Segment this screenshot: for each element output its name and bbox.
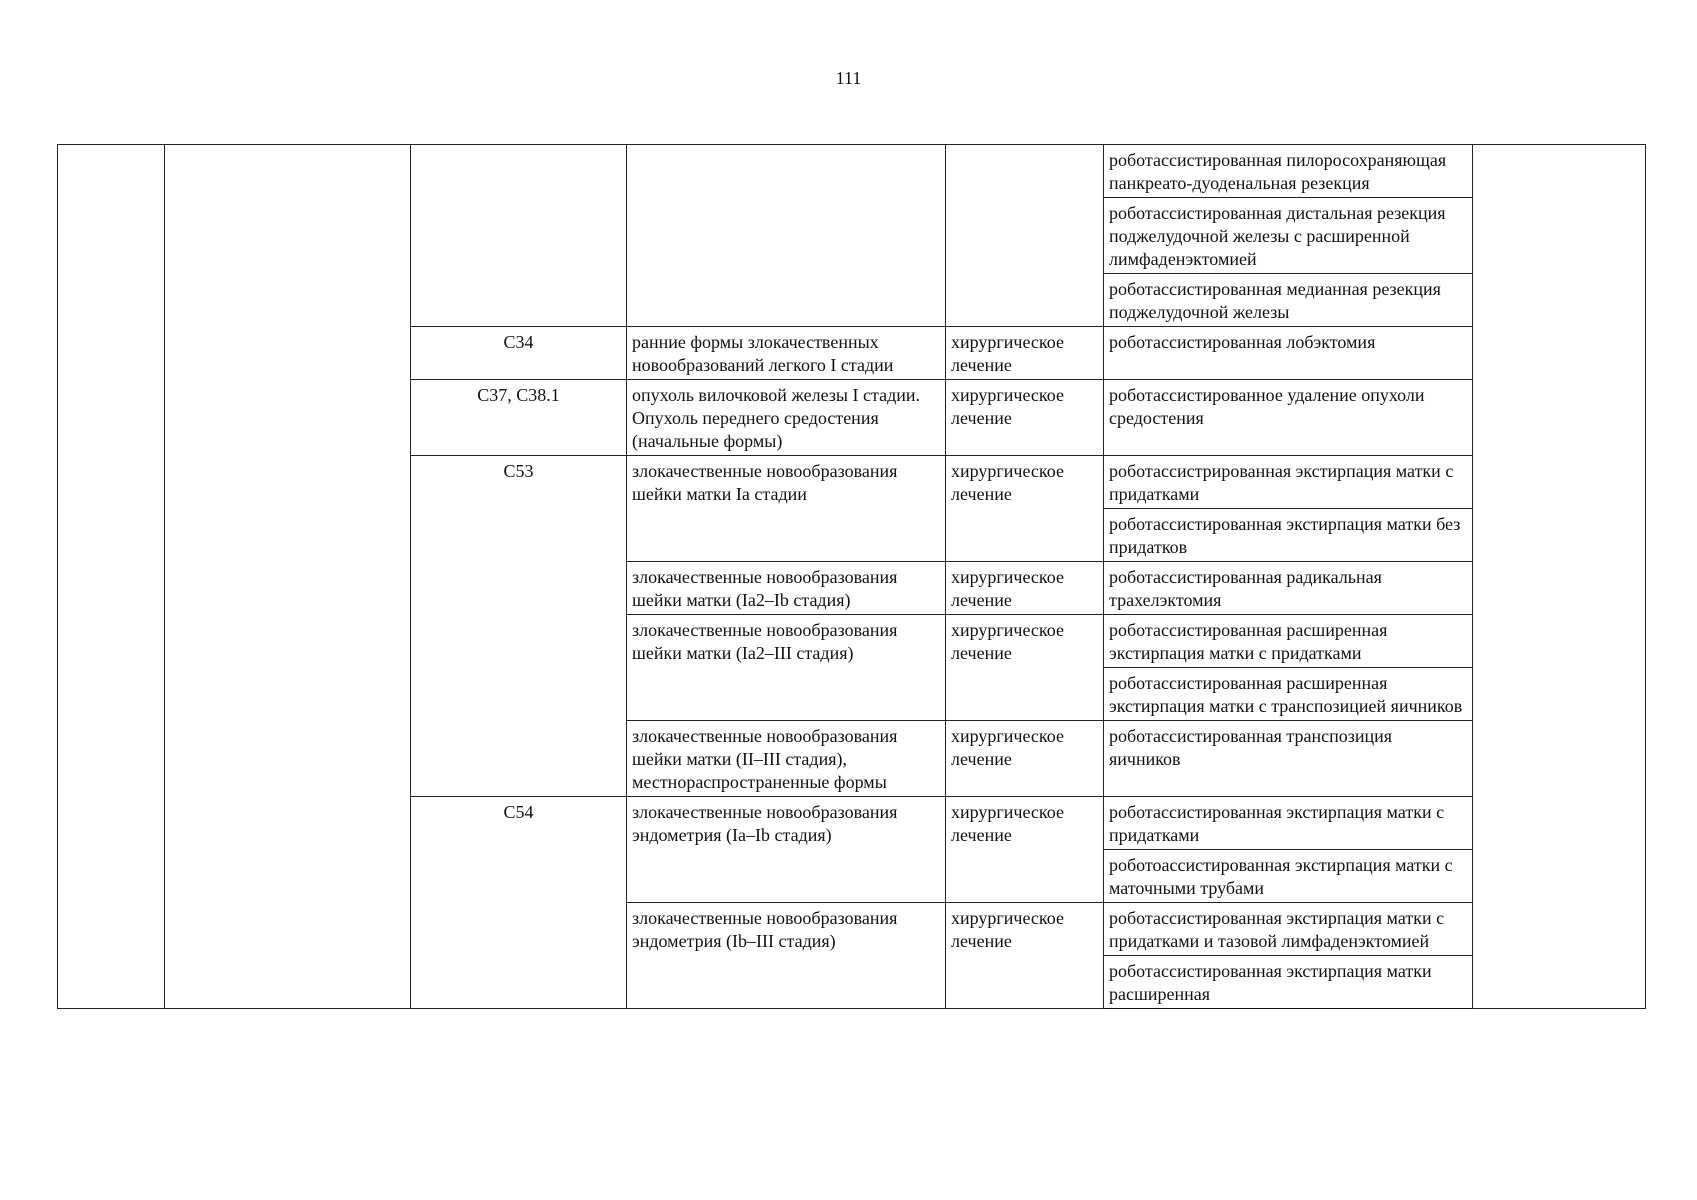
method-cell: роботассистированная экстирпация матки расширенная	[1104, 956, 1473, 1009]
procedures-table	[57, 144, 1646, 1009]
icd-code-cell: C53	[411, 456, 627, 797]
norm-cell	[1473, 145, 1646, 1009]
treatment-type-cell: хирургическое лечение	[946, 456, 1104, 562]
treatment-type-cell	[946, 145, 1104, 327]
method-cell: роботассистированная медианная резекция поджелудочной железы	[1104, 274, 1473, 327]
icd-code-cell: C37, C38.1	[411, 380, 627, 456]
table-body	[58, 145, 1646, 1009]
treatment-type-cell: хирургическое лечение	[946, 327, 1104, 380]
treatment-type-cell: хирургическое лечение	[946, 562, 1104, 615]
page-number: 111	[835, 68, 862, 88]
treatment-type-cell: хирургическое лечение	[946, 797, 1104, 903]
profile-cell	[165, 145, 411, 1009]
diagnosis-cell: злокачественные новообразования эндометрия (Ia–Ib стадия)	[627, 797, 946, 903]
treatment-type-cell: хирургическое лечение	[946, 903, 1104, 1009]
method-cell: роботассистированная расширенная экстирпация матки с придатками	[1104, 615, 1473, 668]
diagnosis-cell: опухоль вилочковой железы I стадии. Опухоль переднего средостения (начальные формы)	[627, 380, 946, 456]
method-cell: роботассистированная экстирпация матки с придатками и тазовой лимфаденэктомией	[1104, 903, 1473, 956]
method-cell: роботассистированная экстирпация матки с придатками	[1104, 797, 1473, 850]
method-cell: роботассистированная дистальная резекция поджелудочной железы с расширенной лимфаденэктомией	[1104, 198, 1473, 274]
method-cell: роботассистированная радикальная трахелэктомия	[1104, 562, 1473, 615]
method-cell: роботассистрированная экстирпация матки с придатками	[1104, 456, 1473, 509]
number-cell	[58, 145, 165, 1009]
table-row	[58, 145, 1646, 198]
method-cell: роботассистированное удаление опухоли средостения	[1104, 380, 1473, 456]
method-cell: роботоассистированная экстирпация матки с маточными трубами	[1104, 850, 1473, 903]
icd-code-cell: C34	[411, 327, 627, 380]
diagnosis-cell: злокачественные новообразования шейки матки (Ia2–III стадия)	[627, 615, 946, 721]
treatment-type-cell: хирургическое лечение	[946, 721, 1104, 797]
diagnosis-cell: ранние формы злокачественных новообразований легкого I стадии	[627, 327, 946, 380]
treatment-type-cell: хирургическое лечение	[946, 380, 1104, 456]
icd-code-cell	[411, 145, 627, 327]
method-cell: роботассистированная транспозиция яичников	[1104, 721, 1473, 797]
icd-code-cell: C54	[411, 797, 627, 1009]
method-cell: роботассистированная лобэктомия	[1104, 327, 1473, 380]
method-cell: роботассистированная расширенная экстирпация матки с транспозицией яичников	[1104, 668, 1473, 721]
diagnosis-cell: злокачественные новообразования шейки матки (Ia2–Ib стадия)	[627, 562, 946, 615]
method-cell: роботассистированная экстирпация матки без придатков	[1104, 509, 1473, 562]
diagnosis-cell: злокачественные новообразования эндометрия (Ib–III стадия)	[627, 903, 946, 1009]
diagnosis-cell	[627, 145, 946, 327]
diagnosis-cell: злокачественные новообразования шейки матки (II–III стадия), местнораспространенные формы	[627, 721, 946, 797]
method-cell: роботассистированная пилоросохраняющая панкреато-дуоденальная резекция	[1104, 145, 1473, 198]
diagnosis-cell: злокачественные новообразования шейки матки Ia стадии	[627, 456, 946, 562]
treatment-type-cell: хирургическое лечение	[946, 615, 1104, 721]
